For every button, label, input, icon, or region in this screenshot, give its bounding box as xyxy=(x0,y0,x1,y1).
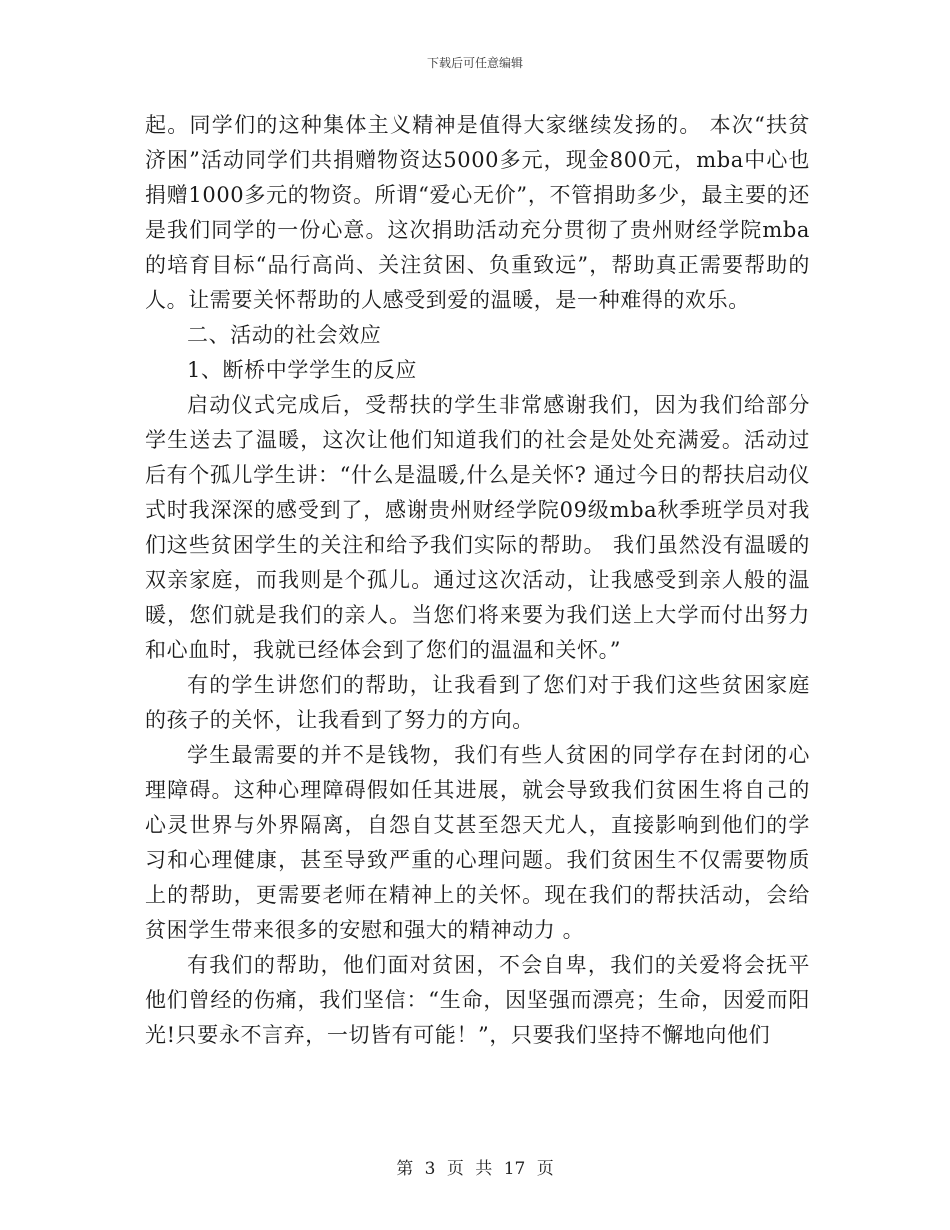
section-heading: 二、活动的社会效应 xyxy=(187,323,382,347)
paragraph: 有我们的帮助，他们面对贫困，不会自卑，我们的关爱将会抚平他们曾经的伤痛，我们坚信：“生命，因坚强而漂亮；生命，因爱而阳光!只要永不言弃，一切皆有可能！”，只要我们坚持不懈地向他们 xyxy=(145,953,810,1047)
page-number-footer: 第 3 页 共 17 页 xyxy=(396,1159,554,1179)
page-header-note: 下载后可任意编辑 xyxy=(426,56,523,70)
paragraph: 学生最需要的并不是钱物，我们有些人贫困的同学存在封闭的心理障碍。这种心理障碍假如任其进展，就会导致我们贫困生将自己的心灵世界与外界隔离，自怨自艾甚至怨天尤人，直接影响到他们的学习和心理健康，甚至导致严重的心理问题。我们贫困生不仅需要物质上的帮助，更需要老师在精神上的关怀。现在我们的帮扶活动，会给贫困学生带来很多的安慰和强大的精神动力 。 xyxy=(145,743,810,942)
document-body xyxy=(145,108,810,1053)
subsection-heading: 1、断桥中学学生的反应 xyxy=(187,358,417,382)
paragraph: 启动仪式完成后，受帮扶的学生非常感谢我们，因为我们给部分学生送去了温暖，这次让他们知道我们的社会是处处充满爱。活动过后有个孤儿学生讲：“什么是温暖,什么是关怀? 通过今日的帮扶启动仪式时我深深的感受到了，感谢贵州财经学院09级mba秋季班学员对我们这些贫困学生的关注和给予我们实际的帮助。 我们虽然没有温暖的双亲家庭，而我则是个孤儿。通过这次活动，让我感受到亲人般的温暖，您们就是我们的亲人。当您们将来要为我们送上大学而付出努力和心血时，我就已经体会到了您们的温温和关怀。” xyxy=(145,393,810,662)
paragraph: 有的学生讲您们的帮助，让我看到了您们对于我们这些贫困家庭的孩子的关怀，让我看到了努力的方向。 xyxy=(145,673,810,732)
paragraph-continuation: 起。同学们的这种集体主义精神是值得大家继续发扬的。 本次“扶贫济困”活动同学们共捐赠物资达5000多元，现金800元，mba中心也捐赠1000多元的物资。所谓“爱心无价”，不管捐助多少，最主要的还是我们同学的一份心意。这次捐助活动充分贯彻了贵州财经学院mba的培育目标“品行高尚、关注贫困、负重致远”，帮助真正需要帮助的人。让需要关怀帮助的人感受到爱的温暖，是一种难得的欢乐。 xyxy=(145,113,810,312)
